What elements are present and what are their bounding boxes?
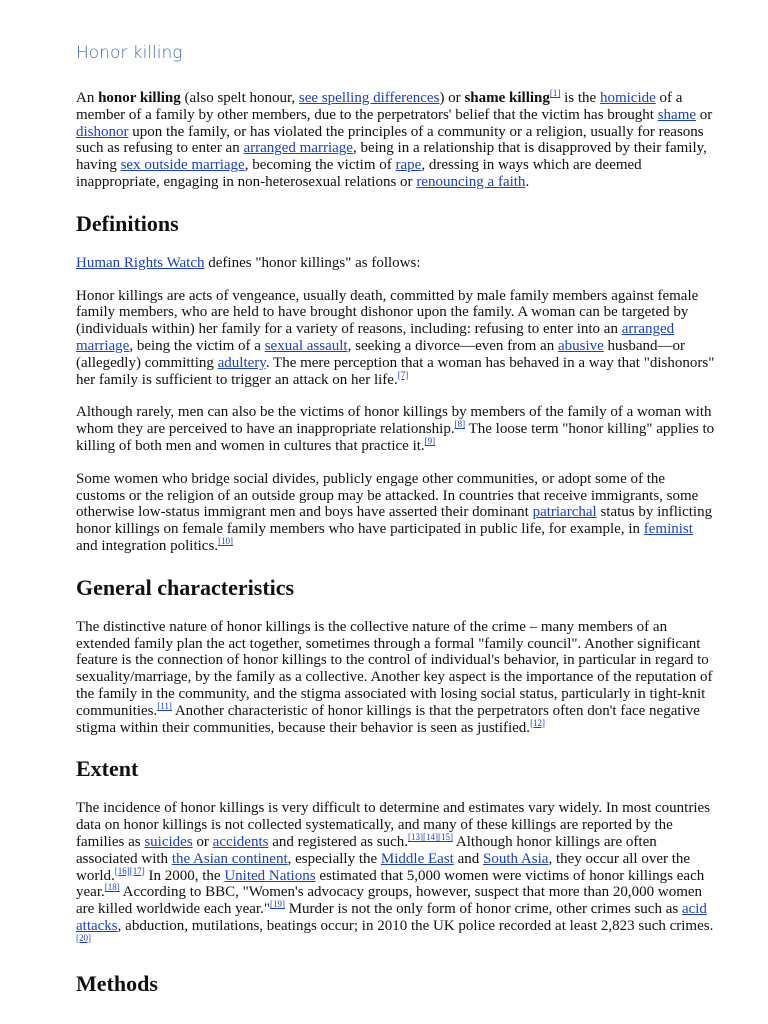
citation-link[interactable]: [7] bbox=[397, 369, 409, 380]
text: Some women who bridge social divides, publicly engage other communities, or adopt some of the customs or the religion of an outside group may be attacked. In countries that receive immigrants, some otherwise low-status immigrant men and boys have asserted their dominant bbox=[76, 470, 699, 521]
link-arranged-marriage[interactable]: arranged marriage bbox=[76, 321, 675, 354]
intro-paragraph bbox=[76, 90, 716, 191]
text: An bbox=[76, 90, 99, 106]
link-arranged-marriage[interactable]: arranged marriage bbox=[243, 140, 353, 157]
text: husband—or (allegedly) committing bbox=[76, 337, 686, 371]
text: , dressing in ways which are deemed inappropriate, engaging in non-heterosexual relations or bbox=[76, 157, 642, 190]
link-renouncing-a-faith[interactable]: renouncing a faith bbox=[416, 173, 526, 190]
heading-methods: Methods bbox=[76, 971, 158, 997]
definitions-paragraph-1 bbox=[76, 255, 716, 272]
citation-link[interactable]: [9] bbox=[424, 435, 436, 446]
text: Although rarely, men can also be the victims of honor killings by members of the family of a woman with whom they are perceived to have an inappropriate relationship. bbox=[76, 404, 712, 438]
link-human-rights-watch[interactable]: Human Rights Watch bbox=[76, 254, 205, 271]
text: and integration politics. bbox=[76, 537, 219, 554]
citation-link[interactable]: [12] bbox=[530, 717, 546, 728]
definitions-paragraph-4 bbox=[76, 471, 716, 555]
text: According to BBC, "Women's advocacy groups, however, suspect that more than 20,000 women are killed worldwide each year." bbox=[76, 884, 703, 918]
citation-link[interactable]: [13][14][15] bbox=[408, 831, 453, 842]
citation-link[interactable]: [16][17] bbox=[114, 865, 145, 876]
heading-extent: Extent bbox=[76, 756, 139, 782]
bold-term: honor killing bbox=[98, 90, 181, 106]
text: , seeking a divorce—even from an bbox=[347, 337, 558, 354]
bold-term: shame killing bbox=[464, 90, 550, 106]
citation-link[interactable]: [11] bbox=[157, 700, 172, 711]
link-middle-east[interactable]: Middle East bbox=[380, 850, 454, 867]
link-sexual-assault[interactable]: sexual assault bbox=[264, 337, 348, 354]
text: The loose term "honor killing" applies to killing of both men and women in cultures that practice it. bbox=[76, 421, 715, 454]
citation-link[interactable]: [20] bbox=[76, 932, 91, 943]
text: . The mere perception that a woman has behaved in a way that "dishonors" her family is sufficient to trigger an attack on her life. bbox=[76, 354, 715, 388]
link-dishonor[interactable]: dishonor bbox=[76, 123, 129, 140]
text: is the bbox=[560, 90, 600, 106]
text: (also spelt honour, bbox=[180, 90, 299, 106]
text: , they occur all over the world. bbox=[76, 850, 691, 884]
text: or bbox=[192, 833, 213, 850]
extent-paragraph bbox=[76, 800, 716, 951]
article bbox=[76, 40, 716, 1015]
text: The incidence of honor killings is very difficult to determine and estimates vary widely. In most countries data on honor killings is not collected systematically, and many of these killings are reported by the families as bbox=[76, 800, 711, 850]
citation-link[interactable]: [1] bbox=[549, 88, 561, 98]
definitions-paragraph-3 bbox=[76, 404, 716, 454]
general-paragraph bbox=[76, 619, 716, 737]
text: Although honor killings are often associated with bbox=[76, 833, 657, 867]
link-accidents[interactable]: accidents bbox=[212, 833, 269, 850]
heading-definitions: Definitions bbox=[76, 210, 179, 236]
text: , especially the bbox=[287, 850, 381, 867]
link-sex-outside-marriage[interactable]: sex outside marriage bbox=[120, 157, 245, 174]
heading-general-characteristics: General characteristics bbox=[76, 574, 295, 600]
page-title: Honor killing bbox=[76, 43, 183, 63]
citation-link[interactable]: [10] bbox=[218, 535, 234, 546]
text: upon the family, or has violated the principles of a community or a religion, usually for reasons such as refusing to enter an bbox=[76, 123, 704, 157]
text: Murder is not the only form of honor crime, other crimes such as bbox=[284, 901, 682, 918]
citation-link[interactable]: [8] bbox=[454, 419, 466, 430]
link-asian-continent[interactable]: the Asian continent bbox=[171, 850, 288, 867]
text: Another characteristic of honor killings is that the perpetrators often don't face negative stigma within their communities, because their behavior is seen as justified. bbox=[76, 702, 700, 736]
link-adultery[interactable]: adultery bbox=[217, 354, 266, 371]
link-united-nations[interactable]: United Nations bbox=[224, 867, 316, 884]
definitions-paragraph-2 bbox=[76, 288, 716, 389]
text: or bbox=[696, 106, 713, 123]
link-spelling-differences[interactable]: see spelling differences bbox=[298, 90, 440, 106]
text: defines "honor killings" as follows: bbox=[204, 254, 421, 271]
text: ) or bbox=[439, 90, 465, 106]
citation-link[interactable]: [18] bbox=[104, 882, 120, 893]
text: , becoming the victim of bbox=[244, 157, 396, 174]
text: , being the victim of a bbox=[129, 337, 265, 354]
text: and registered as such. bbox=[268, 833, 409, 850]
link-south-asia[interactable]: South Asia bbox=[483, 850, 549, 867]
link-homicide[interactable]: homicide bbox=[599, 90, 656, 106]
text: In 2000, the bbox=[144, 867, 225, 884]
link-patriarchal[interactable]: patriarchal bbox=[532, 504, 597, 521]
text: Honor killings are acts of vengeance, usually death, committed by male family members against female family members, who are held to have brought dishonor upon the family. A woman can be targeted by (individuals within) her family for a variety of reasons, including: refusing to enter into an bbox=[76, 287, 699, 338]
text: of a member of a family by other members, due to the perpetrators' belief that the victim has brought bbox=[76, 90, 683, 123]
text: status by inflicting honor killings on female family members who have participated in public life, for example, in bbox=[76, 504, 713, 538]
citation-link[interactable]: [19] bbox=[269, 899, 285, 910]
text: The distinctive nature of honor killings is the collective nature of the crime – many members of an extended family plan the act together, sometimes through a formal "family council". Another significant feature is the connection of honor killings to the control of individual's behavior, in particular in regard to sexuality/marriage, by the family as a collective. Another key aspect is the importance of the reputation of the family in the community, and the stigma associated with losing social status, particularly in tight-knit communities. bbox=[76, 618, 713, 719]
text: estimated that 5,000 women were victims of honor killings each year. bbox=[76, 867, 705, 901]
text: and bbox=[453, 850, 483, 867]
link-feminist[interactable]: feminist bbox=[643, 521, 693, 538]
link-acid-attacks[interactable]: acid attacks bbox=[76, 901, 707, 934]
link-shame[interactable]: shame bbox=[657, 106, 697, 123]
text: , being in a relationship that is disapproved by their family, having bbox=[76, 140, 707, 174]
text: , abduction, mutilations, beatings occur; in 2010 the UK police recorded at least 2,823 such crimes. bbox=[117, 917, 714, 934]
link-abusive[interactable]: abusive bbox=[557, 337, 604, 354]
link-suicides[interactable]: suicides bbox=[144, 833, 193, 850]
text: . bbox=[525, 173, 530, 190]
link-rape[interactable]: rape bbox=[395, 157, 422, 174]
